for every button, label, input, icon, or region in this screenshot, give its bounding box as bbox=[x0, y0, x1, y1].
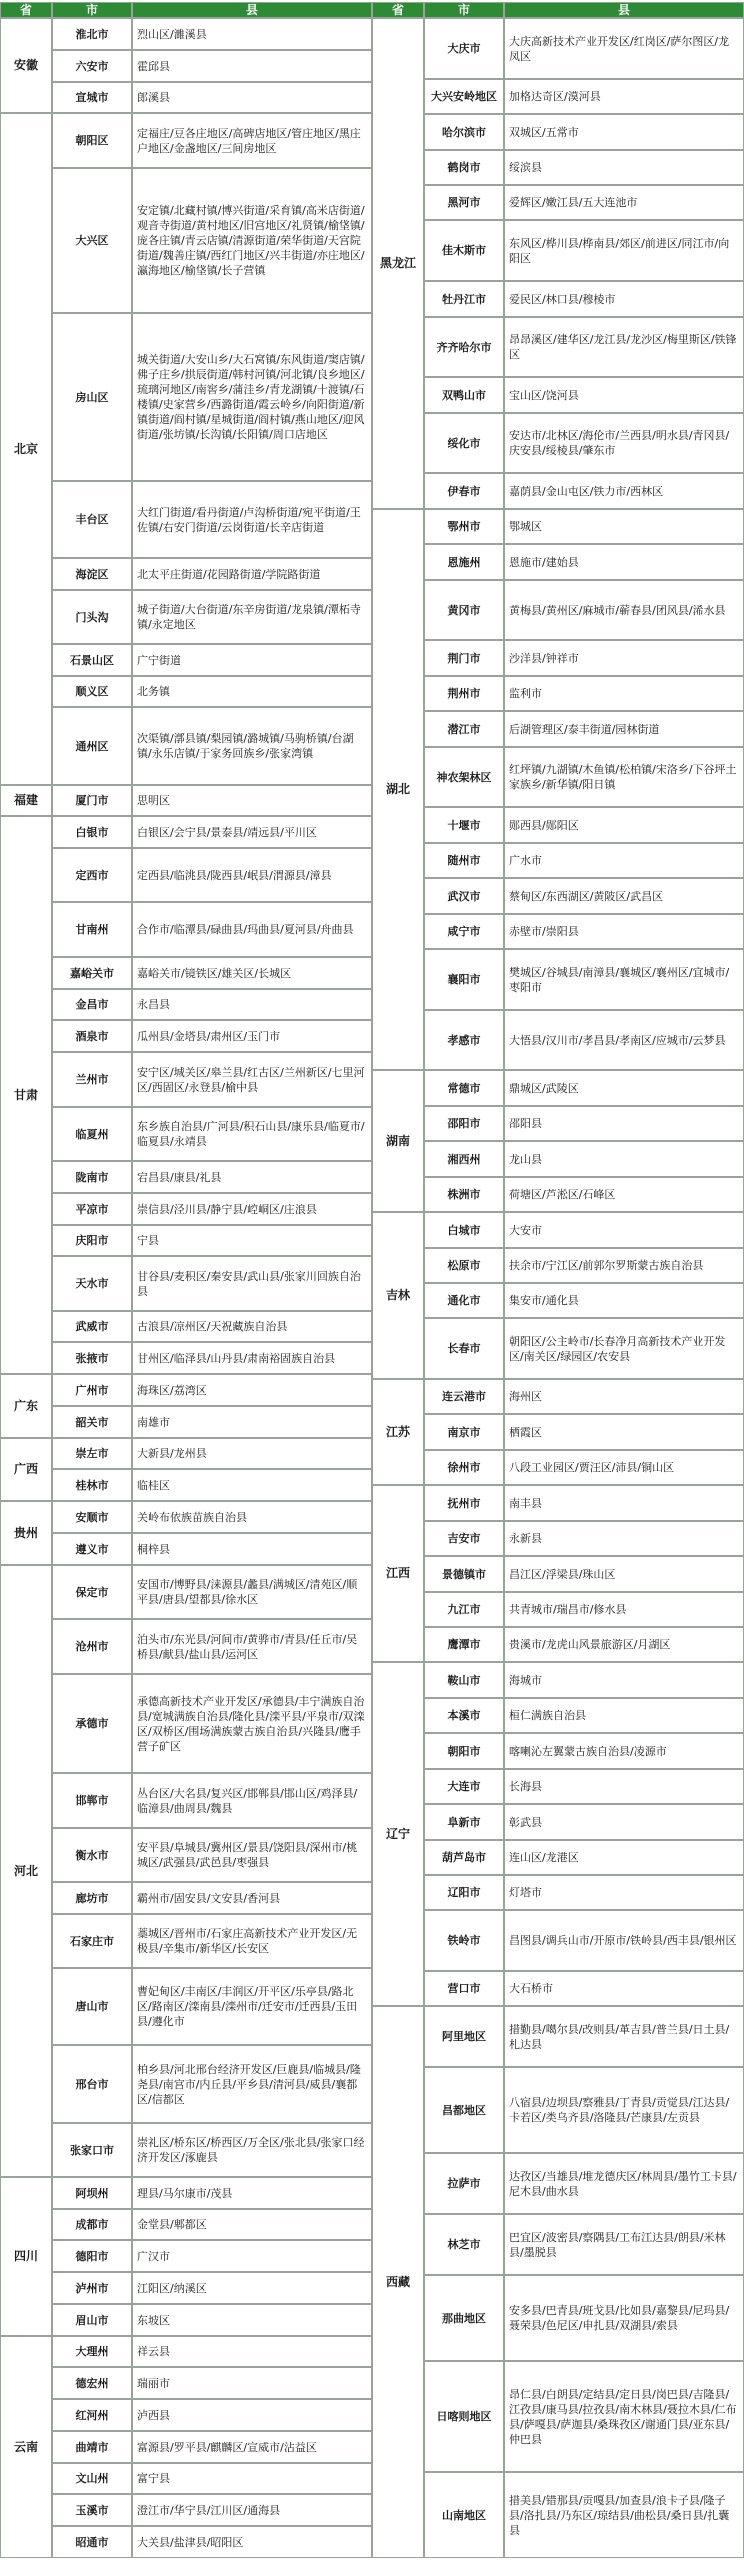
left-province-cell: 河北 bbox=[0, 1565, 52, 2177]
right-county-cell: 八段工业园区/贾汪区/沛县/铜山区 bbox=[504, 1450, 744, 1485]
right-city-cell: 潜江市 bbox=[424, 711, 504, 747]
right-county-cell: 朝阳区/公主岭市/长春净月高新技术产业开发区/南关区/绿园区/农安县 bbox=[504, 1318, 744, 1379]
left-city-cell: 德阳市 bbox=[52, 2240, 132, 2272]
right-county-cell: 恩施市/建始县 bbox=[504, 544, 744, 580]
right-city-cell: 伊春市 bbox=[424, 473, 504, 509]
left-city-cell: 遵义市 bbox=[52, 1533, 132, 1565]
left-city-cell: 酒泉市 bbox=[52, 1020, 132, 1052]
left-city-cell: 张家口市 bbox=[52, 2123, 132, 2177]
left-county-cell: 金堂县/郫都区 bbox=[132, 2209, 372, 2240]
left-city-cell: 临夏州 bbox=[52, 1107, 132, 1161]
right-city-cell: 荆州市 bbox=[424, 676, 504, 711]
left-city-cell: 白银市 bbox=[52, 816, 132, 848]
left-county-cell: 甘谷县/麦积区/秦安县/武山县/张家川回族自治县 bbox=[132, 1256, 372, 1311]
right-county-cell: 海州区 bbox=[504, 1379, 744, 1414]
left-city-cell: 庆阳市 bbox=[52, 1225, 132, 1256]
right-province-cell: 湖南 bbox=[372, 1070, 424, 1212]
left-county-cell: 富宁县 bbox=[132, 2463, 372, 2494]
right-county-cell: 监利市 bbox=[504, 676, 744, 711]
left-city-cell: 房山区 bbox=[52, 313, 132, 481]
left-city-cell: 大兴区 bbox=[52, 168, 132, 313]
header-province: 省 bbox=[372, 2, 424, 18]
right-city-cell: 通化市 bbox=[424, 1283, 504, 1318]
right-county-cell: 昌江区/浮梁县/珠山区 bbox=[504, 1556, 744, 1592]
right-county-cell: 大石桥市 bbox=[504, 1971, 744, 2006]
right-city-cell: 葫芦岛市 bbox=[424, 1840, 504, 1875]
left-city-cell: 甘南州 bbox=[52, 902, 132, 957]
left-county-cell: 烈山区/濉溪县 bbox=[132, 18, 372, 50]
right-province-cell: 西藏 bbox=[372, 2006, 424, 2558]
right-county-cell: 灯塔市 bbox=[504, 1875, 744, 1910]
left-city-cell: 朝阳区 bbox=[52, 113, 132, 168]
left-county-cell: 东坡区 bbox=[132, 2304, 372, 2336]
left-city-cell: 六安市 bbox=[52, 50, 132, 82]
right-city-cell: 徐州市 bbox=[424, 1450, 504, 1485]
left-county-cell: 郎溪县 bbox=[132, 82, 372, 113]
left-city-cell: 邯郸市 bbox=[52, 1773, 132, 1828]
left-city-cell: 淮北市 bbox=[52, 18, 132, 50]
left-city-cell: 平凉市 bbox=[52, 1193, 132, 1225]
right-province-cell: 吉林 bbox=[372, 1212, 424, 1379]
left-province-cell: 四川 bbox=[0, 2177, 52, 2336]
right-county-cell: 扶余市/宁江区/前郭尔罗斯蒙古族自治县 bbox=[504, 1248, 744, 1283]
right-city-cell: 十堰市 bbox=[424, 807, 504, 843]
left-county-cell: 嘉峪关市/镜铁区/雄关区/长城区 bbox=[132, 957, 372, 989]
right-county-cell: 达孜区/当雄县/堆龙德庆区/林周县/墨竹工卡县/尼木县/曲水县 bbox=[504, 2153, 744, 2214]
header-city: 市 bbox=[52, 2, 132, 18]
right-county-cell: 红坪镇/九湖镇/木鱼镇/松柏镇/宋洛乡/下谷坪土家族乡/新华镇/阳日镇 bbox=[504, 747, 744, 807]
right-county-cell: 后湖管理区/泰丰街道/园林街道 bbox=[504, 711, 744, 747]
left-province-cell: 广东 bbox=[0, 1374, 52, 1438]
right-city-cell: 吉安市 bbox=[424, 1521, 504, 1556]
left-county-cell: 宕昌县/康县/礼县 bbox=[132, 1161, 372, 1193]
left-city-cell: 邢台市 bbox=[52, 2045, 132, 2123]
left-city-cell: 红河州 bbox=[52, 2399, 132, 2431]
left-county-cell: 北太平庄街道/花园路街道/学院路街道 bbox=[132, 558, 372, 590]
left-city-cell: 韶关市 bbox=[52, 1406, 132, 1438]
left-county-cell: 思明区 bbox=[132, 785, 372, 816]
left-county-cell: 瑞丽市 bbox=[132, 2367, 372, 2399]
left-city-cell: 顺义区 bbox=[52, 676, 132, 707]
right-county-cell: 大庆高新技术产业开发区/红岗区/萨尔图区/龙凤区 bbox=[504, 18, 744, 79]
left-county-cell: 海珠区/荔湾区 bbox=[132, 1374, 372, 1406]
left-county-cell: 安平县/阜城县/冀州区/景县/饶阳县/深州市/桃城区/武强县/武邑县/枣强县 bbox=[132, 1828, 372, 1882]
right-city-cell: 辽阳市 bbox=[424, 1875, 504, 1910]
right-county-cell: 栖霞区 bbox=[504, 1414, 744, 1450]
right-county-cell: 措美县/错那县/贡嘎县/加查县/浪卡子县/隆子县/洛扎县/乃东区/琼结县/曲松县/桑日县/扎囊县 bbox=[504, 2472, 744, 2558]
left-province-cell: 甘肃 bbox=[0, 816, 52, 1374]
left-county-cell: 祥云县 bbox=[132, 2336, 372, 2367]
right-city-cell: 鹤岗市 bbox=[424, 150, 504, 185]
left-province-cell: 广西 bbox=[0, 1438, 52, 1501]
left-city-cell: 通州区 bbox=[52, 707, 132, 785]
right-county-cell: 沙洋县/钟祥市 bbox=[504, 640, 744, 676]
left-county-cell: 崇信县/泾川县/静宁县/崆峒区/庄浪县 bbox=[132, 1193, 372, 1225]
left-city-cell: 保定市 bbox=[52, 1565, 132, 1619]
right-city-cell: 山南地区 bbox=[424, 2472, 504, 2558]
right-county-cell: 喀喇沁左翼蒙古族自治县/凌源市 bbox=[504, 1733, 744, 1769]
right-county-cell: 集安市/通化县 bbox=[504, 1283, 744, 1318]
left-county-cell: 大关县/盐津县/昭阳区 bbox=[132, 2526, 372, 2558]
right-county-cell: 广水市 bbox=[504, 843, 744, 878]
left-county-cell: 丛台区/大名县/复兴区/邯郸县/邯山区/鸡泽县/临漳县/曲周县/魏县 bbox=[132, 1773, 372, 1828]
right-county-cell: 东风区/桦川县/桦南县/郊区/前进区/同江市/向阳区 bbox=[504, 220, 744, 281]
right-county-cell: 安达市/北林区/海伦市/兰西县/明水县/青冈县/庆安县/绥棱县/肇东市 bbox=[504, 413, 744, 473]
right-county-cell: 措勤县/噶尔县/改则县/革吉县/普兰县/日土县/札达县 bbox=[504, 2006, 744, 2067]
left-county-cell: 白银区/会宁县/景泰县/靖远县/平川区 bbox=[132, 816, 372, 848]
left-city-cell: 定西市 bbox=[52, 848, 132, 902]
right-county-cell: 嘉荫县/金山屯区/铁力市/西林区 bbox=[504, 473, 744, 509]
left-county-cell: 临桂区 bbox=[132, 1469, 372, 1501]
right-city-cell: 拉萨市 bbox=[424, 2153, 504, 2214]
right-city-cell: 恩施州 bbox=[424, 544, 504, 580]
right-city-cell: 哈尔滨市 bbox=[424, 114, 504, 150]
right-city-cell: 襄阳市 bbox=[424, 949, 504, 1010]
right-city-cell: 阿里地区 bbox=[424, 2006, 504, 2067]
left-county-cell: 甘州区/临泽县/山丹县/肃南裕固族自治县 bbox=[132, 1342, 372, 1374]
left-city-cell: 唐山市 bbox=[52, 1968, 132, 2045]
right-city-cell: 大兴安岭地区 bbox=[424, 79, 504, 114]
right-city-cell: 抚州市 bbox=[424, 1485, 504, 1521]
right-county-cell: 永新县 bbox=[504, 1521, 744, 1556]
left-city-cell: 兰州市 bbox=[52, 1052, 132, 1107]
left-city-cell: 泸州市 bbox=[52, 2272, 132, 2304]
right-city-cell: 南京市 bbox=[424, 1414, 504, 1450]
right-county-cell: 安多县/巴青县/班戈县/比如县/嘉黎县/尼玛县/聂荣县/色尼区/申扎县/双湖县/索县 bbox=[504, 2275, 744, 2361]
left-county-cell: 承德高新技术产业开发区/承德县/丰宁满族自治县/宽城满族自治县/隆化县/滦平县/平泉市/双滦区/双桥区/围场满族蒙古族自治县/兴隆县/鹰手营子矿区 bbox=[132, 1674, 372, 1773]
right-city-cell: 昌都地区 bbox=[424, 2067, 504, 2153]
right-county-cell: 巴宜区/波密县/察隅县/工布江达县/朗县/米林县/墨脱县 bbox=[504, 2214, 744, 2275]
left-city-cell: 石景山区 bbox=[52, 644, 132, 676]
right-county-cell: 绥滨县 bbox=[504, 150, 744, 185]
left-city-cell: 廊坊市 bbox=[52, 1882, 132, 1914]
left-city-cell: 广州市 bbox=[52, 1374, 132, 1406]
right-county-cell: 昂昂溪区/建华区/龙江县/龙沙区/梅里斯区/铁锋区 bbox=[504, 317, 744, 377]
left-city-cell: 成都市 bbox=[52, 2209, 132, 2240]
right-county-cell: 蔡甸区/东西湖区/黄陂区/武昌区 bbox=[504, 878, 744, 914]
left-county-cell: 澄江市/华宁县/江川区/通海县 bbox=[132, 2494, 372, 2526]
left-city-cell: 陇南市 bbox=[52, 1161, 132, 1193]
left-city-cell: 天水市 bbox=[52, 1256, 132, 1311]
right-county-cell: 鼎城区/武陵区 bbox=[504, 1070, 744, 1106]
left-province-cell: 福建 bbox=[0, 785, 52, 816]
right-city-cell: 随州市 bbox=[424, 843, 504, 878]
right-county-cell: 大安市 bbox=[504, 1212, 744, 1248]
left-county-cell: 次渠镇/漷县镇/梨园镇/潞城镇/马驹桥镇/台湖镇/永乐店镇/于家务回族乡/张家湾镇 bbox=[132, 707, 372, 785]
left-province-cell: 北京 bbox=[0, 113, 52, 785]
right-city-cell: 神农架林区 bbox=[424, 747, 504, 807]
left-city-cell: 桂林市 bbox=[52, 1469, 132, 1501]
right-city-cell: 景德镇市 bbox=[424, 1556, 504, 1592]
left-city-cell: 宣城市 bbox=[52, 82, 132, 113]
left-county-cell: 瓜州县/金塔县/肃州区/玉门市 bbox=[132, 1020, 372, 1052]
header-province: 省 bbox=[0, 2, 52, 18]
left-county-cell: 藁城区/晋州市/石家庄高新技术产业开发区/无极县/辛集市/新华区/长安区 bbox=[132, 1914, 372, 1968]
right-city-cell: 大庆市 bbox=[424, 18, 504, 79]
right-city-cell: 邵阳市 bbox=[424, 1106, 504, 1141]
left-county-cell: 泊头市/东光县/河间市/黄骅市/青县/任丘市/吴桥县/献县/盐山县/运河区 bbox=[132, 1619, 372, 1674]
right-county-cell: 龙山县 bbox=[504, 1141, 744, 1177]
left-city-cell: 门头沟 bbox=[52, 590, 132, 644]
left-county-cell: 崇礼区/桥东区/桥西区/万全区/张北县/张家口经济开发区/涿鹿县 bbox=[132, 2123, 372, 2177]
left-city-cell: 金昌市 bbox=[52, 989, 132, 1020]
left-city-cell: 大理州 bbox=[52, 2336, 132, 2367]
right-city-cell: 绥化市 bbox=[424, 413, 504, 473]
left-county-cell: 定福庄/豆各庄地区/高碑店地区/管庄地区/黑庄户地区/金盏地区/三间房地区 bbox=[132, 113, 372, 168]
right-county-cell: 八宿县/边坝县/察雅县/丁青县/贡觉县/江达县/卡若区/类乌齐县/洛隆县/芒康县/左贡县 bbox=[504, 2067, 744, 2153]
right-city-cell: 阜新市 bbox=[424, 1804, 504, 1840]
header-city: 市 bbox=[424, 2, 504, 18]
left-city-cell: 石家庄市 bbox=[52, 1914, 132, 1968]
right-city-cell: 松原市 bbox=[424, 1248, 504, 1283]
right-city-cell: 黑河市 bbox=[424, 185, 504, 220]
left-county-cell: 东乡族自治县/广河县/积石山县/康乐县/临夏市/临夏县/永靖县 bbox=[132, 1107, 372, 1161]
left-city-cell: 海淀区 bbox=[52, 558, 132, 590]
right-county-cell: 长海县 bbox=[504, 1769, 744, 1804]
left-province-cell: 贵州 bbox=[0, 1501, 52, 1565]
right-county-cell: 贵溪市/龙虎山风景旅游区/月湖区 bbox=[504, 1627, 744, 1662]
right-city-cell: 鞍山市 bbox=[424, 1662, 504, 1698]
left-city-cell: 文山州 bbox=[52, 2463, 132, 2494]
right-city-cell: 株洲市 bbox=[424, 1177, 504, 1212]
left-city-cell: 德宏州 bbox=[52, 2367, 132, 2399]
right-province-cell: 湖北 bbox=[372, 509, 424, 1070]
right-county-cell: 昂仁县/白朗县/定结县/定日县/岗巴县/吉隆县/江孜县/康马县/拉孜县/南木林县/聂拉木县/仁布县/萨嘎县/萨迦县/桑珠孜区/谢通门县/亚东县/仲巴县 bbox=[504, 2361, 744, 2472]
left-county-cell: 宁县 bbox=[132, 1225, 372, 1256]
right-county-cell: 赤壁市/崇阳县 bbox=[504, 914, 744, 949]
left-city-cell: 曲靖市 bbox=[52, 2431, 132, 2463]
left-county-cell: 安定镇/北藏村镇/博兴街道/采育镇/高米店街道/观音寺街道/黄村地区/旧宫地区/礼贤镇/榆垡镇/庞各庄镇/青云店镇/清源街道/荣华街道/天宫院街道/魏善庄镇/西红门地区/兴丰街道/亦庄地区/瀛海地区/榆垡镇/长子营镇 bbox=[132, 168, 372, 313]
left-county-cell: 理县/马尔康市/茂县 bbox=[132, 2177, 372, 2209]
right-city-cell: 铁岭市 bbox=[424, 1910, 504, 1971]
right-county-cell: 荷塘区/芦淞区/石峰区 bbox=[504, 1177, 744, 1212]
right-city-cell: 连云港市 bbox=[424, 1379, 504, 1414]
left-county-cell: 江阳区/纳溪区 bbox=[132, 2272, 372, 2304]
right-county-cell: 桓仁满族自治县 bbox=[504, 1698, 744, 1733]
right-city-cell: 那曲地区 bbox=[424, 2275, 504, 2361]
left-county-cell: 柏乡县/河北邢台经济开发区/巨鹿县/临城县/隆尧县/南宫市/内丘县/平乡县/清河县/威县/襄都区/信都区 bbox=[132, 2045, 372, 2123]
right-county-cell: 宝山区/饶河县 bbox=[504, 377, 744, 413]
right-city-cell: 鄂州市 bbox=[424, 509, 504, 544]
right-city-cell: 齐齐哈尔市 bbox=[424, 317, 504, 377]
left-province-cell: 云南 bbox=[0, 2336, 52, 2558]
right-city-cell: 日喀则地区 bbox=[424, 2361, 504, 2472]
left-county-cell: 广汉市 bbox=[132, 2240, 372, 2272]
right-city-cell: 咸宁市 bbox=[424, 914, 504, 949]
left-city-cell: 玉溪市 bbox=[52, 2494, 132, 2526]
right-city-cell: 双鸭山市 bbox=[424, 377, 504, 413]
left-city-cell: 安顺市 bbox=[52, 1501, 132, 1533]
right-county-cell: 黄梅县/黄州区/麻城市/蕲春县/团风县/浠水县 bbox=[504, 580, 744, 640]
left-county-cell: 桐梓县 bbox=[132, 1533, 372, 1565]
left-city-cell: 承德市 bbox=[52, 1674, 132, 1773]
left-city-cell: 武威市 bbox=[52, 1311, 132, 1342]
left-city-cell: 阿坝州 bbox=[52, 2177, 132, 2209]
right-county-cell: 加格达奇区/漠河县 bbox=[504, 79, 744, 114]
left-county-cell: 广宁街道 bbox=[132, 644, 372, 676]
right-county-cell: 海城市 bbox=[504, 1662, 744, 1698]
right-county-cell: 爱民区/林口县/穆棱市 bbox=[504, 281, 744, 317]
left-county-cell: 安国市/博野县/涞源县/蠡县/满城区/清苑区/顺平县/唐县/望都县/徐水区 bbox=[132, 1565, 372, 1619]
right-city-cell: 武汉市 bbox=[424, 878, 504, 914]
right-city-cell: 佳木斯市 bbox=[424, 220, 504, 281]
right-county-cell: 樊城区/谷城县/南漳县/襄城区/襄州区/宜城市/枣阳市 bbox=[504, 949, 744, 1010]
left-city-cell: 张掖市 bbox=[52, 1342, 132, 1374]
right-province-cell: 江西 bbox=[372, 1485, 424, 1662]
right-county-cell: 郧西县/郧阳区 bbox=[504, 807, 744, 843]
left-city-cell: 厦门市 bbox=[52, 785, 132, 816]
right-city-cell: 本溪市 bbox=[424, 1698, 504, 1733]
left-county-cell: 安宁区/城关区/皋兰县/红古区/兰州新区/七里河区/西固区/永登县/榆中县 bbox=[132, 1052, 372, 1107]
right-county-cell: 南丰县 bbox=[504, 1485, 744, 1521]
right-county-cell: 邵阳县 bbox=[504, 1106, 744, 1141]
right-city-cell: 黄冈市 bbox=[424, 580, 504, 640]
right-county-cell: 共青城市/瑞昌市/修水县 bbox=[504, 1592, 744, 1627]
left-province-cell: 安徽 bbox=[0, 18, 52, 113]
right-county-cell: 双城区/五常市 bbox=[504, 114, 744, 150]
header-county: 县 bbox=[504, 2, 744, 18]
right-city-cell: 湘西州 bbox=[424, 1141, 504, 1177]
right-city-cell: 牡丹江市 bbox=[424, 281, 504, 317]
left-county-cell: 泸西县 bbox=[132, 2399, 372, 2431]
header-county: 县 bbox=[132, 2, 372, 18]
left-county-cell: 霍邱县 bbox=[132, 50, 372, 82]
right-county-cell: 彰武县 bbox=[504, 1804, 744, 1840]
left-county-cell: 富源县/罗平县/麒麟区/宣威市/沾益区 bbox=[132, 2431, 372, 2463]
right-city-cell: 营口市 bbox=[424, 1971, 504, 2006]
right-city-cell: 大连市 bbox=[424, 1769, 504, 1804]
right-province-cell: 黑龙江 bbox=[372, 18, 424, 509]
left-city-cell: 昭通市 bbox=[52, 2526, 132, 2558]
right-province-cell: 江苏 bbox=[372, 1379, 424, 1485]
right-county-cell: 鄂城区 bbox=[504, 509, 744, 544]
right-province-cell: 辽宁 bbox=[372, 1662, 424, 2006]
left-county-cell: 大红门街道/看丹街道/卢沟桥街道/宛平街道/王佐镇/右安门街道/云岗街道/长辛店街道 bbox=[132, 481, 372, 558]
left-county-cell: 永昌县 bbox=[132, 989, 372, 1020]
left-county-cell: 南雄市 bbox=[132, 1406, 372, 1438]
left-city-cell: 嘉峪关市 bbox=[52, 957, 132, 989]
left-city-cell: 眉山市 bbox=[52, 2304, 132, 2336]
left-county-cell: 古浪县/凉州区/天祝藏族自治县 bbox=[132, 1311, 372, 1342]
right-city-cell: 孝感市 bbox=[424, 1010, 504, 1070]
left-county-cell: 合作市/临潭县/碌曲县/玛曲县/夏河县/舟曲县 bbox=[132, 902, 372, 957]
left-city-cell: 衡水市 bbox=[52, 1828, 132, 1882]
right-city-cell: 常德市 bbox=[424, 1070, 504, 1106]
right-county-cell: 昌图县/调兵山市/开原市/铁岭县/西丰县/银州区 bbox=[504, 1910, 744, 1971]
left-county-cell: 北务镇 bbox=[132, 676, 372, 707]
left-city-cell: 丰台区 bbox=[52, 481, 132, 558]
left-county-cell: 城关街道/大安山乡/大石窝镇/东风街道/窦店镇/佛子庄乡/拱辰街道/韩村河镇/河北镇/良乡地区/琉璃河地区/南窖乡/蒲洼乡/青龙湖镇/十渡镇/石楼镇/史家营乡/西潞街道/霞云岭乡/向阳街道/新镇街道/阎村镇/星城街道/阎村镇/燕山地区/迎风街道/张坊镇/长沟镇/长阳镇/周口店地区 bbox=[132, 313, 372, 481]
left-county-cell: 霸州市/固安县/文安县/香河县 bbox=[132, 1882, 372, 1914]
left-county-cell: 关岭布依族苗族自治县 bbox=[132, 1501, 372, 1533]
right-city-cell: 九江市 bbox=[424, 1592, 504, 1627]
right-city-cell: 鹰潭市 bbox=[424, 1627, 504, 1662]
right-city-cell: 白城市 bbox=[424, 1212, 504, 1248]
left-city-cell: 沧州市 bbox=[52, 1619, 132, 1674]
right-city-cell: 林芝市 bbox=[424, 2214, 504, 2275]
right-county-cell: 连山区/龙港区 bbox=[504, 1840, 744, 1875]
left-county-cell: 曹妃甸区/丰南区/丰润区/开平区/乐亭县/路北区/路南区/滦南县/滦州市/迁安市/迁西县/玉田县/遵化市 bbox=[132, 1968, 372, 2045]
right-city-cell: 朝阳市 bbox=[424, 1733, 504, 1769]
left-county-cell: 大新县/龙州县 bbox=[132, 1438, 372, 1469]
left-county-cell: 城子街道/大台街道/东辛房街道/龙泉镇/潭柘寺镇/永定地区 bbox=[132, 590, 372, 644]
right-county-cell: 爱辉区/嫩江县/五大连池市 bbox=[504, 185, 744, 220]
left-city-cell: 崇左市 bbox=[52, 1438, 132, 1469]
right-city-cell: 荆门市 bbox=[424, 640, 504, 676]
left-county-cell: 定西县/临洮县/陇西县/岷县/渭源县/漳县 bbox=[132, 848, 372, 902]
right-city-cell: 长春市 bbox=[424, 1318, 504, 1379]
right-county-cell: 大悟县/汉川市/孝昌县/孝南区/应城市/云梦县 bbox=[504, 1010, 744, 1070]
